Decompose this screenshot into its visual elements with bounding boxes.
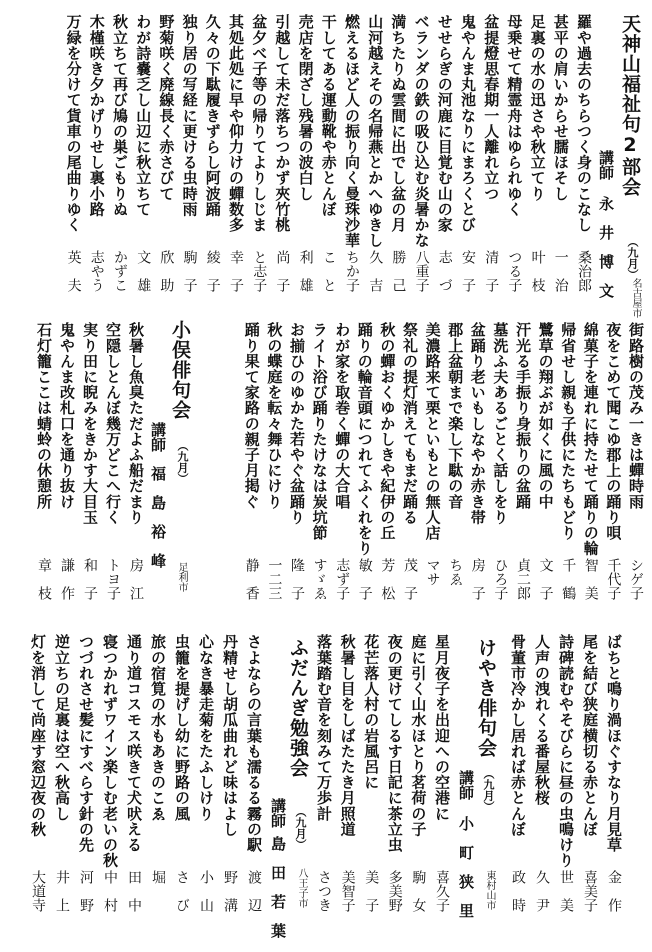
group-city: 八王子市 [296, 868, 307, 908]
poem-text: 街路樹の茂み一きは蟬時雨 [627, 322, 645, 510]
poem-text: 羅や過去のちらつく身のこなし [575, 14, 593, 233]
teacher-label: 講師 [269, 798, 287, 828]
poem-author: 清 子 [483, 250, 500, 292]
poem-author: 政 時 [510, 870, 526, 912]
poem-author: かずこ [112, 250, 128, 292]
poem-author: 久 吉 [367, 250, 384, 292]
poem-author: 喜久子 [434, 870, 450, 912]
poem-author: 綾 子 [204, 250, 221, 292]
poem-author: 久 尹 [534, 870, 550, 912]
poem-column [365, 14, 385, 248]
poem-column [124, 634, 144, 852]
poem-text: 鬼やんま改札口を通り抜け [58, 322, 76, 510]
poem-author: 静 香 [243, 558, 260, 600]
poem-text: 鬼やんま丸池なりにまろくとび [459, 14, 477, 233]
poem-author: 八重子 [413, 250, 430, 292]
poem-author: 隆 子 [289, 558, 305, 600]
poem-text: 盆夕べ子等の帰りてよりしじま [250, 14, 269, 233]
poem-text: 秋暑し魚臭ただよふ船だまり [127, 322, 145, 525]
poem-column [400, 322, 420, 525]
poem-author: 野 溝 [222, 870, 238, 912]
poem-author: 井 上 [54, 870, 70, 912]
teacher-label: 講師 [597, 150, 615, 180]
poem-author: 駒 女 [410, 870, 427, 912]
poem-column [536, 322, 556, 509]
poem-author: 堀 [150, 870, 166, 884]
poem-text: 満ちたりぬ雲間に出でし盆の月 [389, 14, 408, 233]
poem-text: 落葉踏む音を刻みて万歩計 [315, 634, 333, 822]
poem-author: ちか子 [344, 250, 360, 292]
poem-column [103, 322, 123, 525]
poem-author: 敏 子 [356, 558, 373, 600]
poem-text: 実り田に睨みをきかす大目玉 [81, 322, 99, 525]
poem-column [172, 634, 192, 821]
poem-author: 英 夫 [65, 250, 82, 292]
group-title: 小俣俳句会 [169, 320, 191, 420]
poem-column [504, 14, 524, 217]
poem-author: 志 づ [436, 250, 453, 292]
poem-author: トヨ子 [105, 558, 121, 600]
poem-column [508, 634, 528, 837]
poem-text: 丹精せし胡瓜曲れど味はよし [221, 634, 239, 837]
poem-text: 足裏の水の迅さや秋立てり [528, 14, 547, 202]
poem-column [551, 14, 571, 201]
poem-author: 智 美 [582, 558, 599, 600]
poem-text: 甚平の肩いからせ臑ほそし [551, 14, 570, 202]
poem-column [76, 634, 96, 852]
poem-column [180, 14, 200, 217]
poem-column [481, 14, 501, 201]
poem-text: 石灯籠ここは蜻蛉の休憩所 [35, 322, 53, 510]
poem-text: 汗光る手振り身振りの盆踊 [514, 322, 532, 510]
poem-column [388, 14, 408, 232]
poem-text: 踊りの輪音頭につれてふくれをり [355, 322, 374, 556]
poem-column [580, 634, 600, 837]
poem-author: シゲ子 [628, 558, 644, 600]
poem-column [64, 14, 84, 232]
poem-author: つる子 [506, 250, 523, 292]
poem-column [604, 634, 624, 852]
poem-column [432, 634, 452, 821]
poem-column [287, 322, 307, 525]
poem-author: と志子 [251, 250, 268, 292]
poem-column [468, 322, 488, 525]
poem-author: 世 美 [558, 870, 574, 912]
poem-column [408, 634, 428, 837]
poem-author: 駒 子 [181, 250, 198, 292]
poem-column [332, 322, 352, 509]
poem-author: マサ [424, 558, 441, 586]
poem-column [445, 322, 465, 509]
poem-column [80, 322, 100, 525]
teacher-name: 永井博文 [597, 196, 615, 312]
poem-author: ちゑ [447, 558, 464, 586]
group-month: （九月） [294, 806, 307, 850]
poem-text: わが詩嚢乏し山辺に秋立ちて [134, 14, 153, 217]
poem-text: せせらぎの河鹿に目覚む山の家 [435, 14, 454, 233]
haiku-block-middle [0, 318, 652, 613]
poem-column [626, 322, 646, 509]
poem-column [52, 634, 72, 821]
poem-text: 久々の下駄履きずらし阿波踊 [203, 14, 222, 217]
poem-column [423, 322, 443, 540]
poem-author: 中 村 [102, 870, 118, 912]
poem-author: 渡 辺 [246, 870, 262, 912]
poem-text: 詩碑読むやそびらに昼の虫鳴けり [557, 634, 575, 868]
poem-author: 安 子 [460, 250, 476, 292]
poem-column [513, 322, 533, 509]
poem-text: ベランダの鉄の吸ひ込む炎暑かな [412, 14, 431, 248]
poem-column [385, 634, 405, 852]
poem-column [581, 322, 601, 556]
poem-column [196, 634, 216, 821]
poem-column [558, 322, 578, 540]
poem-column [319, 14, 339, 217]
poem-column [249, 14, 269, 232]
group-city: 東村山市 [484, 870, 495, 910]
poem-text: 万緑を分けて貨車の尾曲りゆく [64, 14, 83, 233]
group-city: 足利市 [176, 562, 187, 592]
poem-column [310, 322, 330, 540]
poem-column [355, 322, 375, 556]
poem-column [603, 322, 623, 540]
teacher-name: 福島裕峰 [149, 466, 167, 582]
poem-author: 一 治 [552, 250, 569, 292]
poem-author: こ と [320, 250, 337, 292]
poem-column [242, 322, 262, 509]
poem-author: 千代子 [605, 558, 622, 600]
poem-author: 金 作 [606, 870, 622, 912]
poem-author: 芳 松 [379, 558, 396, 600]
poem-author: 河 野 [78, 870, 94, 912]
group-city: 名古屋市 [630, 278, 641, 318]
poem-text: 郡上盆朝まで楽し下駄の音 [446, 322, 465, 510]
poem-author: 謙 作 [59, 558, 75, 600]
poem-text: わが家を取巻く蟬の大合唱 [333, 322, 352, 510]
haiku-block-top [0, 10, 652, 318]
poem-column [100, 634, 120, 868]
teacher-name: 島田若葉 [269, 836, 287, 952]
poem-column [87, 14, 107, 217]
poem-column [574, 14, 594, 232]
poem-text: 母乗せて精霊舟はゆられゆく [505, 14, 524, 217]
poem-column [126, 322, 146, 525]
poem-author: 志やう [88, 250, 105, 292]
poem-text: 踊り果て家路の親子月掲ぐ [242, 322, 261, 510]
poem-text: 秋立ちて再び鳩の巣ごもりぬ [111, 14, 129, 217]
poem-text: 盆踊り老いもしなやか赤き帯 [468, 322, 487, 525]
poem-column [110, 14, 130, 217]
poem-column [377, 322, 397, 540]
teacher-label: 講師 [457, 770, 475, 800]
poem-text: お揃ひのゆかた若やぐ盆踊り [288, 322, 306, 525]
poem-author: 大道寺 [30, 870, 46, 912]
poem-column [156, 14, 176, 201]
group-title: ふだんぎ勉強会 [287, 638, 309, 778]
poem-text: 山河越えその名帰燕とかへゆきし [366, 14, 385, 248]
poem-text: 骨董市冷かし居れば赤とんぼ [509, 634, 527, 837]
poem-author: さつき [316, 870, 332, 912]
poem-author: ひろ子 [492, 558, 509, 600]
poem-author: 志ず子 [334, 558, 351, 600]
poem-column [435, 14, 455, 232]
poem-text: 花芒落人村の岩風呂に [362, 634, 381, 790]
haiku-block-bottom [0, 630, 652, 952]
poem-column [361, 634, 381, 790]
poem-text: 帰省せし親も子供にたちもどり [559, 322, 578, 541]
poem-author: 貞二郎 [515, 558, 531, 600]
poem-author: 千 鶴 [560, 558, 577, 600]
group-month: （九月） [176, 440, 189, 484]
poem-text: 夜をこめて聞こゆ郡上の踊り唄 [604, 322, 623, 541]
poem-text: 空隠しとんぼ幾万どこへ行く [104, 322, 122, 525]
poem-text: ライト浴び踊りたけなは炭坑節 [310, 322, 329, 541]
poem-author: 勝 己 [390, 250, 407, 292]
poem-column [133, 14, 153, 217]
poem-author: 桑治郎 [576, 250, 592, 292]
poem-text: 秋の蝶庭を転々舞ひにけり [265, 322, 284, 510]
poem-column [528, 14, 548, 201]
poem-column [203, 14, 223, 217]
poem-text: 旅の宿筧の水もあきのこゑ [149, 634, 167, 822]
poem-text: 独り居の写経に更ける虫時雨 [180, 14, 199, 217]
poem-text: 野菊咲く廃線長く赤さびて [157, 14, 176, 202]
poem-text: 綿菓子を連れに持たせて踊りの輪 [581, 322, 600, 556]
poem-author: 田 中 [126, 870, 142, 912]
poem-text: 墓洗ふ夫あるごとく話しをり [491, 322, 510, 525]
poem-text: 売店を閉ざし残暑の波白し [296, 14, 315, 202]
poem-author: 房 江 [128, 558, 144, 600]
poem-text: 木槿咲き夕かげりせし裏小路 [87, 14, 106, 217]
poem-column [532, 634, 552, 806]
group-title: 天神山福祉句2部会 [619, 14, 641, 197]
poem-author: 房 子 [469, 558, 486, 600]
group-month: （九月） [626, 236, 639, 280]
poem-column [34, 322, 54, 509]
poem-text: さよならの言葉も濡るる霧の駅 [245, 634, 263, 853]
poem-author: 文 子 [537, 558, 554, 600]
poem-text: 秋の蟬おくゆかしきや紀伊の丘 [378, 322, 397, 541]
poem-author: 文 雄 [135, 250, 152, 292]
poem-author: 幸 子 [228, 250, 244, 292]
poem-author: 一二三 [266, 558, 283, 600]
poem-text: 引越して未だ落ちつかず夾竹桃 [273, 14, 292, 233]
poem-author: さ び [174, 870, 190, 912]
poem-text: 其処此処に早や仰力けの蟬数多 [227, 14, 245, 233]
poem-author: 利 雄 [297, 250, 314, 292]
poem-text: 美濃路来て栗といもとの無人店 [423, 322, 442, 541]
poem-column [272, 14, 292, 232]
poem-column [226, 14, 246, 232]
poem-text: 人声の洩れくる番屋秋桜 [533, 634, 551, 806]
poem-column [264, 322, 284, 509]
poem-text: 庭に引く山水ほとり茗荷の子 [409, 634, 428, 837]
poem-column [148, 634, 168, 821]
poem-author: 叶 枝 [529, 250, 546, 292]
poem-author: 喜美子 [582, 870, 598, 912]
poem-author: 多美野 [386, 870, 403, 912]
poem-column [57, 322, 77, 509]
teacher-name: 小町狭里 [457, 816, 475, 932]
poem-author: 欣 助 [158, 250, 175, 292]
poem-text: 夜の更けてしるす日記に茶立虫 [385, 634, 404, 853]
poem-text: 鷺草の翔ぶが如くに風の中 [536, 322, 555, 510]
poem-author: 尚 子 [274, 250, 291, 292]
poem-author: すゞゑ [311, 558, 328, 600]
poem-text: 灯を消して尚座す窓辺夜の秋 [29, 634, 47, 837]
group-title: けやき俳句会 [475, 638, 497, 758]
poem-text: ばちと鳴り渦ほぐすなり月見草 [605, 634, 623, 853]
poem-text: つづれさせ髪にすべらす針の先 [77, 634, 95, 853]
group-month: （九月） [482, 768, 495, 812]
poem-column [342, 14, 362, 248]
poem-column [458, 14, 478, 232]
poem-author: 小 山 [198, 870, 214, 912]
poem-column [338, 634, 358, 837]
teacher-label: 講師 [149, 422, 167, 452]
poem-text: 盆提燈思春期一人離れ立つ [482, 14, 501, 202]
poem-column [296, 14, 316, 201]
poem-column [556, 634, 576, 868]
poem-author: 茂 子 [402, 558, 418, 600]
poem-text: 虫籠を提げし幼に野路の風 [173, 634, 191, 822]
poem-text: 逆立ちの足裏は空へ秋高し [53, 634, 71, 822]
poem-text: 秋暑し目をしばたたき月照道 [338, 634, 357, 837]
poem-text: 星月夜子を出迎への空港に [433, 634, 451, 822]
poem-text: 寝つかれずワイン楽しむ老いの秋 [101, 634, 119, 868]
poem-author: 美智子 [339, 870, 356, 912]
poem-text: 通り道コスモス咲きて犬吠える [125, 634, 143, 853]
poem-column [220, 634, 240, 837]
poem-text: 燃えるほど人の振り向く曼珠沙華 [343, 14, 361, 248]
poem-text: 祭礼の提灯消えてもまだ踊る [401, 322, 419, 525]
poem-text: 干してある運動靴や赤とんぼ [319, 14, 338, 217]
poem-column [314, 634, 334, 821]
poem-author: 美 子 [363, 870, 380, 912]
poem-column [490, 322, 510, 525]
poem-text: 心なき暴走菊をたふしけり [197, 634, 215, 822]
poem-column [244, 634, 264, 852]
poem-author: 章 枝 [36, 558, 52, 600]
poem-text: 尾を結び狭庭横切る赤とんぼ [581, 634, 599, 837]
poem-column [28, 634, 48, 837]
poem-column [412, 14, 432, 248]
poem-author: 和 子 [82, 558, 98, 600]
